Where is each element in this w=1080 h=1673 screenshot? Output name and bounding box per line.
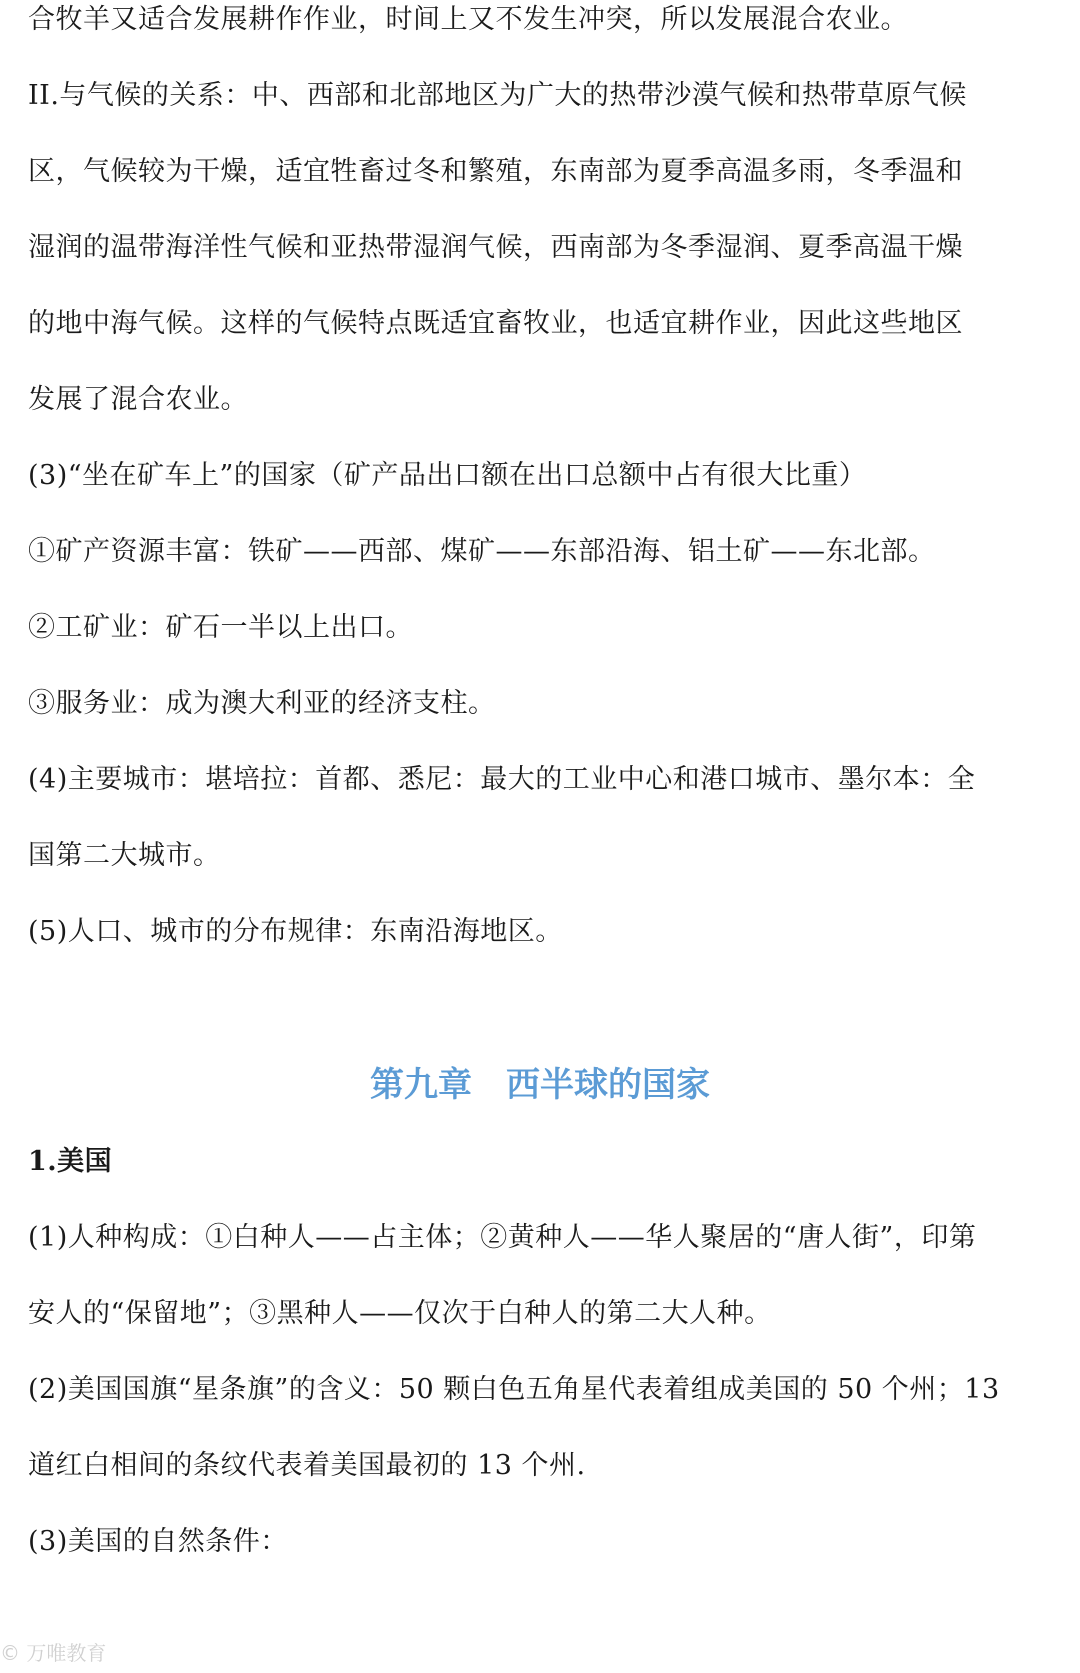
- paragraph-line: 的地中海气候。这样的气候特点既适宜畜牧业，也适宜耕作业，因此这些地区: [28, 308, 963, 339]
- watermark: © 万唯教育: [0, 1641, 107, 1665]
- paragraph-line: (2)美国国旗“星条旗”的含义：50 颗白色五角星代表着组成美国的 50 个州；13: [28, 1374, 1000, 1405]
- chapter-title: 第九章 西半球的国家: [370, 1065, 710, 1105]
- paragraph-line: 湿润的温带海洋性气候和亚热带湿润气候，西南部为冬季湿润、夏季高温干燥: [28, 232, 963, 263]
- paragraph-line: 道红白相间的条纹代表着美国最初的 13 个州.: [28, 1450, 586, 1481]
- paragraph-line: (3)“坐在矿车上”的国家（矿产品出口额在出口总额中占有很大比重）: [28, 460, 867, 491]
- paragraph-line: 发展了混合农业。: [28, 384, 248, 415]
- paragraph-line: (4)主要城市：堪培拉：首都、悉尼：最大的工业中心和港口城市、墨尔本：全: [28, 764, 976, 795]
- list-item: ③服务业：成为澳大利亚的经济支柱。: [28, 688, 496, 719]
- paragraph-line: (5)人口、城市的分布规律：东南沿海地区。: [28, 916, 563, 947]
- list-item: ①矿产资源丰富：铁矿——西部、煤矿——东部沿海、铝土矿——东北部。: [28, 536, 936, 567]
- paragraph-line: (1)人种构成：①白种人——占主体；②黄种人——华人聚居的“唐人街”，印第: [28, 1222, 977, 1253]
- paragraph-line: 合牧羊又适合发展耕作作业，时间上又不发生冲突，所以发展混合农业。: [28, 4, 908, 35]
- paragraph-line: II.与气候的关系：中、西部和北部地区为广大的热带沙漠气候和热带草原气候: [28, 80, 967, 111]
- paragraph-line: 安人的“保留地”；③黑种人——仅次于白种人的第二大人种。: [28, 1298, 772, 1329]
- paragraph-line: 国第二大城市。: [28, 840, 221, 871]
- list-item: ②工矿业：矿石一半以上出口。: [28, 612, 413, 643]
- paragraph-line: (3)美国的自然条件：: [28, 1526, 288, 1557]
- paragraph-line: 区，气候较为干燥，适宜牲畜过冬和繁殖，东南部为夏季高温多雨，冬季温和: [28, 156, 963, 187]
- section-heading: 1.美国: [28, 1146, 113, 1177]
